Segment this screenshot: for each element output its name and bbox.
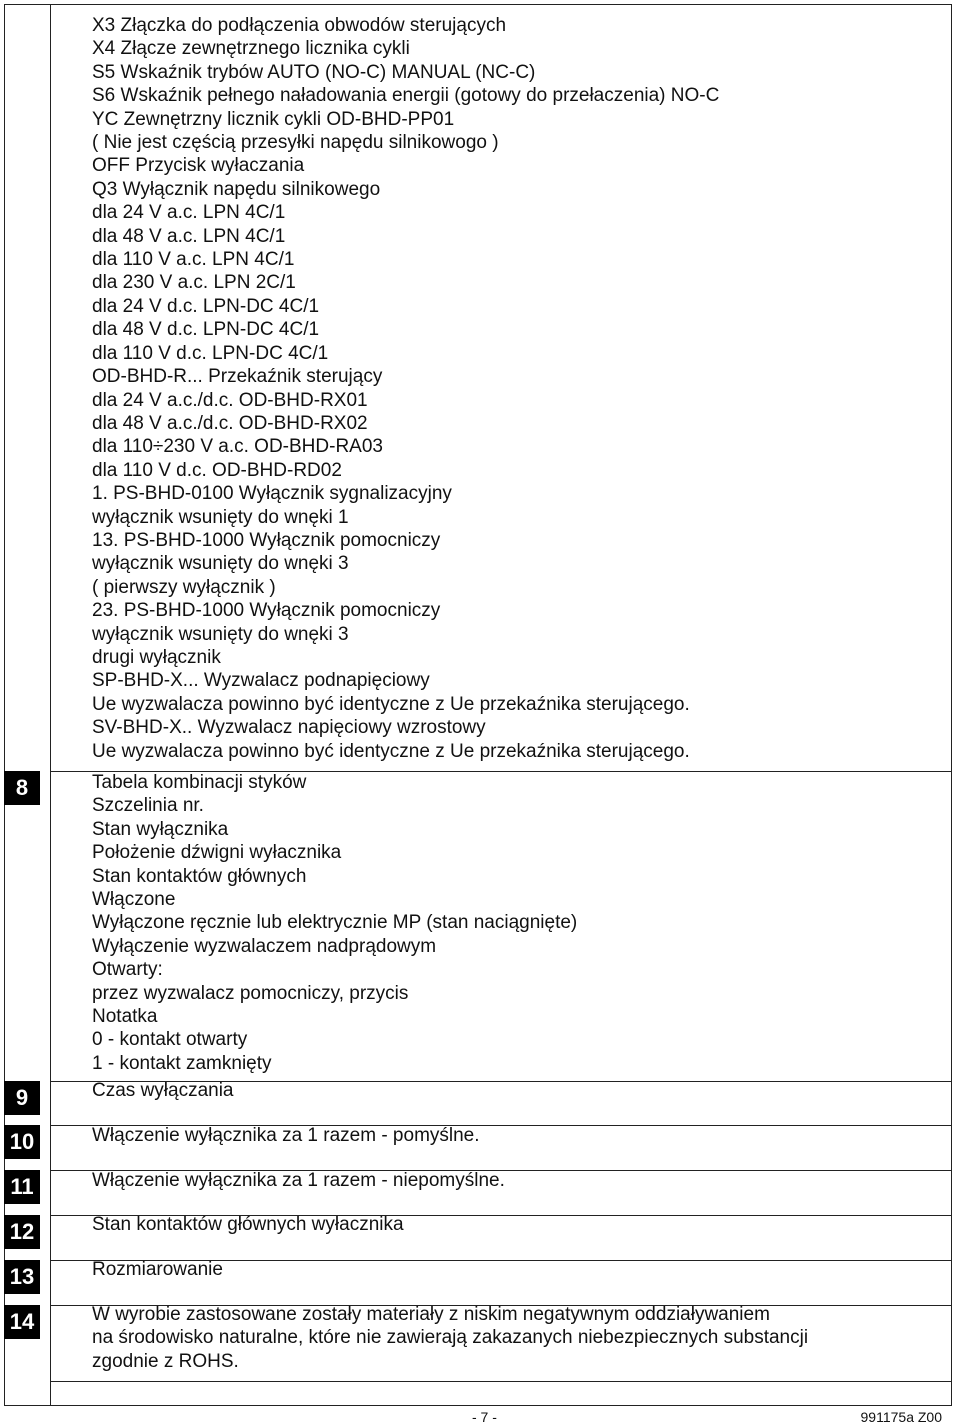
legend-line: Q3 Wyłącznik napędu silnikowego (92, 178, 381, 200)
section-8-line: Notatka (92, 1006, 158, 1028)
legend-line: dla 110 V a.c. LPN 4C/1 (92, 249, 295, 271)
legend-line: ( Nie jest częścią przesyłki napędu silnikowogo ) (92, 132, 499, 154)
section-11-line: Włączenie wyłącznika za 1 razem - niepomyślne. (92, 1170, 505, 1191)
section-8-line: Włączone (92, 889, 176, 911)
legend-line: X3 Złączka do podłączenia obwodów sterujących (92, 15, 507, 36)
section-10-line: Włączenie wyłącznika za 1 razem - pomyślne. (92, 1125, 480, 1146)
section-12-line: Stan kontaktów głównych wyłacznika (92, 1214, 404, 1235)
section-13-line: Rozmiarowanie (92, 1259, 223, 1280)
legend-line: SV-BHD-X.. Wyzwalacz napięciowy wzrostowy (92, 717, 486, 739)
section-number-8: 8 (4, 771, 40, 805)
page-number: - 7 - (472, 1409, 497, 1425)
legend-line: wyłącznik wsunięty do wnęki 3 (92, 623, 349, 645)
legend-line: OFF Przycisk wyłaczania (92, 155, 305, 177)
section-9-content (92, 1079, 950, 1102)
legend-line: SP-BHD-X... Wyzwalacz podnapięciowy (92, 670, 430, 692)
legend-line: dla 24 V a.c. LPN 4C/1 (92, 202, 286, 224)
legend-line: Ue wyzwalacza powinno być identyczne z Ue przekaźnika sterującego. (92, 693, 690, 715)
section-number-11: 11 (4, 1170, 40, 1204)
legend-line: 1. PS-BHD-0100 Wyłącznik sygnalizacyjny (92, 483, 452, 505)
legend-line: drugi wyłącznik (92, 646, 221, 668)
section-8-line: Stan kontaktów głównych (92, 865, 307, 887)
section-8-line: 1 - kontakt zamknięty (92, 1052, 272, 1074)
section-8-content (92, 771, 950, 1075)
section-8-line: Wyłączenie wyzwalaczem nadprądowym (92, 935, 437, 957)
legend-line: S5 Wskaźnik trybów AUTO (NO-C) MANUAL (NC-C) (92, 61, 536, 83)
section-10-content (92, 1124, 950, 1147)
legend-line: dla 24 V a.c./d.c. OD-BHD-RX01 (92, 389, 368, 411)
legend-line: Ue wyzwalacza powinno być identyczne z Ue przekaźnika sterującego. (92, 740, 690, 762)
section-12-content (92, 1213, 950, 1236)
row-divider-bottom (50, 1381, 951, 1382)
section-number-13: 13 (4, 1260, 40, 1294)
section-14-line: zgodnie z ROHS. (92, 1350, 239, 1372)
column-divider (50, 5, 51, 1405)
section-11-content (92, 1169, 950, 1192)
section-number-14: 14 (4, 1305, 40, 1339)
legend-line: dla 110 V d.c. LPN-DC 4C/1 (92, 342, 329, 364)
section-8-line: Tabela kombinacji styków (92, 772, 307, 793)
legend-line: wyłącznik wsunięty do wnęki 3 (92, 553, 349, 575)
legend-line: X4 Złącze zewnętrznego licznika cykli (92, 38, 410, 60)
legend-list (92, 14, 950, 763)
legend-line: wyłącznik wsunięty do wnęki 1 (92, 506, 349, 528)
document-id: 991175a Z00 (860, 1409, 942, 1425)
section-8-line: przez wyzwalacz pomocniczy, przycis (92, 982, 409, 1004)
section-8-line: Położenie dźwigni wyłacznika (92, 842, 342, 864)
legend-line: dla 230 V a.c. LPN 2C/1 (92, 272, 296, 294)
legend-line: OD-BHD-R... Przekaźnik sterujący (92, 366, 383, 388)
section-8-line: Szczelinia nr. (92, 795, 204, 817)
legend-line: dla 110÷230 V a.c. OD-BHD-RA03 (92, 436, 383, 458)
legend-line: S6 Wskaźnik pełnego naładowania energii (gotowy do przełaczenia) NO-C (92, 85, 720, 107)
section-number-12: 12 (4, 1215, 40, 1249)
section-number-10: 10 (4, 1125, 40, 1159)
legend-line: ( pierwszy wyłącznik ) (92, 576, 276, 598)
legend-line: dla 24 V d.c. LPN-DC 4C/1 (92, 295, 320, 317)
legend-line: dla 48 V a.c./d.c. OD-BHD-RX02 (92, 412, 368, 434)
legend-line: 13. PS-BHD-1000 Wyłącznik pomocniczy (92, 529, 441, 551)
section-14-content (92, 1303, 950, 1373)
section-8-line: Stan wyłącznika (92, 818, 229, 840)
legend-line: YC Zewnętrzny licznik cykli OD-BHD-PP01 (92, 108, 455, 130)
section-8-line: Otwarty: (92, 959, 163, 981)
section-14-line: W wyrobie zastosowane zostały materiały z niskim negatywnym oddziaływaniem (92, 1304, 770, 1325)
section-8-line: Wyłączone ręcznie lub elektrycznie MP (stan naciągnięte) (92, 912, 578, 934)
legend-line: 23. PS-BHD-1000 Wyłącznik pomocniczy (92, 600, 441, 622)
legend-line: dla 48 V a.c. LPN 4C/1 (92, 225, 286, 247)
legend-line: dla 48 V d.c. LPN-DC 4C/1 (92, 319, 320, 341)
section-9-line: Czas wyłączania (92, 1080, 234, 1101)
legend-line: dla 110 V d.c. OD-BHD-RD02 (92, 459, 342, 481)
section-8-line: 0 - kontakt otwarty (92, 1029, 248, 1051)
section-number-9: 9 (4, 1081, 40, 1115)
section-14-line: na środowisko naturalne, które nie zawierają zakazanych niebezpiecznych substancji (92, 1327, 809, 1349)
section-13-content (92, 1258, 950, 1281)
